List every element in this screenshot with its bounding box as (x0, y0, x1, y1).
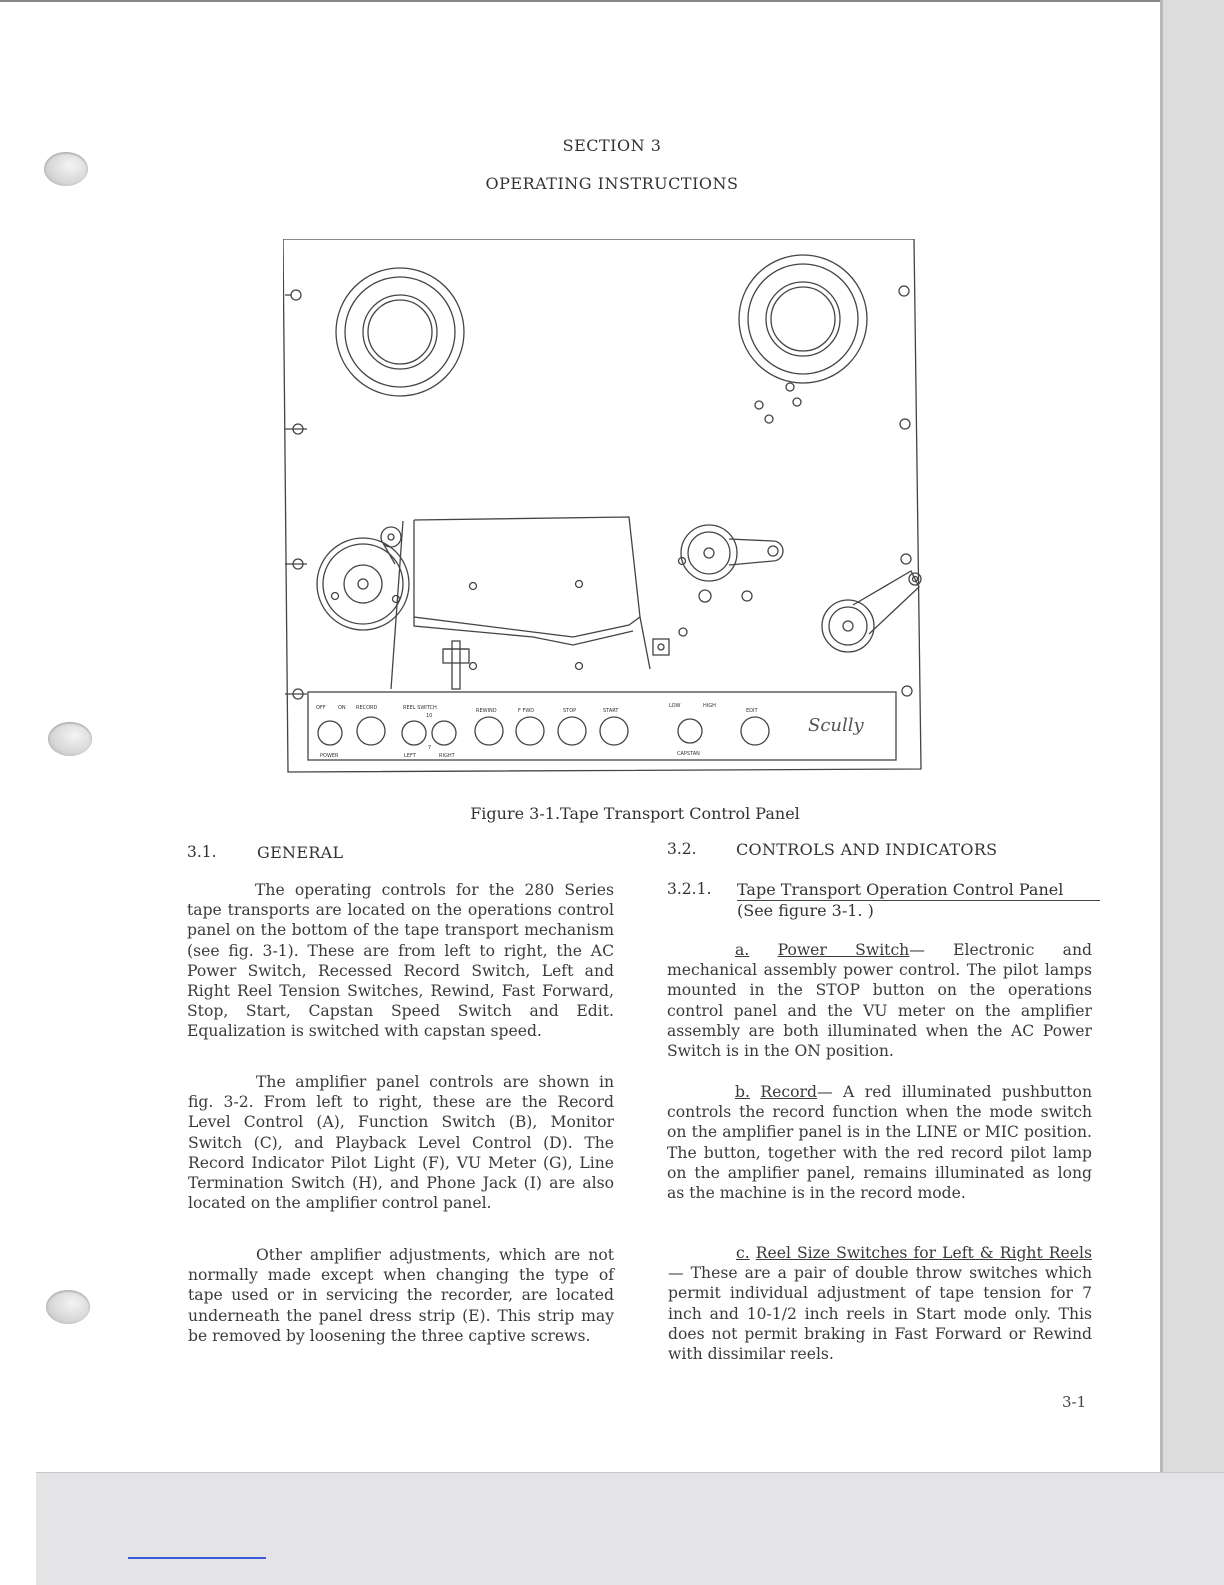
section-3-2-1-number: 3.2.1. (667, 880, 712, 898)
section-number: SECTION 3 (562, 136, 662, 155)
left-reel-switch (402, 721, 426, 745)
section-3-2-1-title: Tape Transport Operation Control Panel (737, 880, 1100, 901)
punch-hole-bottom (46, 1290, 90, 1324)
capstan-speed-switch (678, 719, 702, 743)
label-left: LEFT (404, 753, 416, 759)
item-a-power-switch: a. Power Switch— Electronic and mechanical assembly power control. The pilot lamps mounted in the STOP button on the operations control panel and the VU meter on the amplifier assembly are both illuminated when the AC Power Switch is in the ON position. (667, 941, 1092, 1061)
right-reel (739, 255, 867, 383)
section-3-2-title: CONTROLS AND INDICATORS (736, 840, 998, 859)
scan-bottom-band (36, 1472, 1224, 1585)
general-paragraph-1: The operating controls for the 280 Series tape transports are located on the operations control panel on the bottom of the tape transport mechanism (see fig. 3-1). These are from left to right, the AC Power Switch, Recessed Record Switch, Left and Right Reel Tension Switches, Rewind, Fast Forward, Stop, Start, Capstan Speed Switch and Edit. Equalization is switched with capstan speed. (187, 881, 614, 1041)
label-edit: EDIT (746, 708, 758, 714)
punch-hole-middle (48, 722, 92, 756)
section-title: OPERATING INSTRUCTIONS (485, 174, 739, 193)
item-b-title: Record (760, 1083, 817, 1101)
label-rewind: REWIND (476, 708, 497, 714)
general-paragraph-3: Other amplifier adjustments, which are not normally made except when changing the type of tape used or in servicing the recorder, are located underneath the panel dress strip (E). This strip may be removed by loosening the three captive screws. (188, 1246, 614, 1345)
general-paragraph-2: The amplifier panel controls are shown in fig. 3-2. From left to right, these are the Record Level Control (A), Function Switch (B), Monitor Switch (C), and Playback Level Control (D). The Record Indicator Pilot Light (F), VU Meter (G), Line Termination Switch (H), and Phone Jack (I) are also located on the amplifier control panel. (188, 1073, 614, 1213)
bottom-link-line[interactable] (128, 1557, 266, 1559)
label-power: POWER (320, 753, 339, 759)
page-number: 3-1 (1062, 1393, 1087, 1411)
item-a-title: Power Switch (777, 941, 910, 959)
item-c-letter: c. (736, 1244, 750, 1262)
panel-labels (316, 703, 758, 759)
page-right-edge (1160, 0, 1224, 1584)
label-record: RECORD (356, 705, 378, 711)
right-tension-arm (822, 571, 921, 652)
label-ffwd: F FWD (518, 708, 535, 714)
label-right: RIGHT (439, 753, 455, 759)
tape-guide (443, 641, 477, 689)
tape-transport-figure (283, 239, 923, 773)
left-tension-arm (317, 527, 409, 630)
section-3-1-number: 3.1. (187, 843, 217, 861)
left-reel (336, 268, 464, 396)
section-3-2-1-figure-ref: (See figure 3-1. ) (737, 901, 874, 920)
label-7: 7 (428, 745, 432, 751)
scully-logo: Scully (808, 715, 864, 736)
label-10: 10 (426, 713, 433, 719)
item-b-letter: b. (735, 1083, 750, 1101)
head-cover (391, 517, 650, 689)
label-capstan: CAPSTAN (677, 751, 700, 757)
item-c-reel-size: c. Reel Size Switches for Left & Right Reels — These are a pair of double throw switches which permit individual adjustment of tape tension for 7 inch and 10-1/2 inch reels in Start mode only. This does not permit braking in Fast Forward or Rewind with dissimilar reels. (668, 1244, 1092, 1364)
label-reel-switch: REEL SWITCH (403, 705, 437, 711)
fast-forward-button (516, 717, 544, 745)
stop-button (558, 717, 586, 745)
label-start: START (603, 708, 619, 714)
label-stop: STOP (563, 708, 577, 714)
panel-controls (318, 717, 769, 745)
edit-button (741, 717, 769, 745)
label-high: HIGH (703, 703, 716, 709)
label-on: ON (338, 705, 346, 711)
item-b-record: b. Record— A red illuminated pushbutton controls the record function when the mode switch on the amplifier panel is in the LINE or MIC position. The button, together with the red record pilot lamp on the amplifier panel, remains illuminated as long as the machine is in the record mode. (667, 1083, 1092, 1203)
start-button (600, 717, 628, 745)
right-reel-switch (432, 721, 456, 745)
section-3-1-title: GENERAL (257, 843, 344, 862)
label-low: LOW (669, 703, 681, 709)
label-off: OFF (316, 705, 326, 711)
record-button (357, 717, 385, 745)
item-c-title: Reel Size Switches for Left & Right Reels (755, 1244, 1092, 1262)
capstan-assembly (653, 525, 783, 655)
rewind-button (475, 717, 503, 745)
section-3-2-number: 3.2. (667, 840, 697, 858)
figure-caption: Figure 3-1.Tape Transport Control Panel (470, 804, 800, 823)
item-a-letter: a. (735, 941, 750, 959)
power-switch (318, 721, 342, 745)
page-top-edge (0, 0, 1162, 2)
